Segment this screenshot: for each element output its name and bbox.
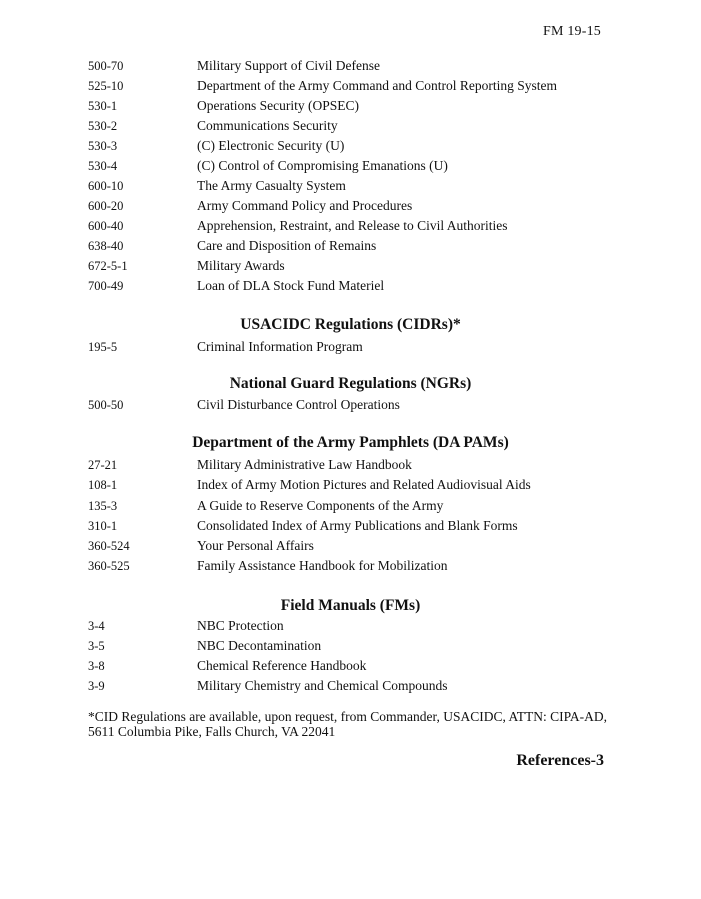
list-item — [88, 57, 628, 75]
list-item — [88, 137, 628, 155]
item-title: A Guide to Reserve Components of the Army — [197, 498, 444, 513]
list-item — [88, 277, 628, 295]
item-title: The Army Casualty System — [197, 178, 346, 193]
item-title: Family Assistance Handbook for Mobilization — [197, 558, 448, 573]
item-number: 700-49 — [88, 279, 124, 293]
item-number: 3-9 — [88, 679, 105, 693]
item-title: Military Awards — [197, 258, 285, 273]
item-title: Care and Disposition of Remains — [197, 238, 377, 253]
list-item — [88, 257, 628, 275]
item-number: 27-21 — [88, 458, 118, 472]
item-number: 108-1 — [88, 478, 118, 492]
list-item — [88, 396, 628, 414]
item-title: (C) Electronic Security (U) — [197, 138, 345, 153]
list-item — [88, 497, 628, 515]
item-number: 600-10 — [88, 179, 124, 193]
list-item — [88, 117, 628, 135]
item-number: 530-1 — [88, 99, 118, 113]
item-title: NBC Protection — [197, 618, 284, 633]
list-item — [88, 517, 628, 535]
list-item — [88, 237, 628, 255]
list-item — [88, 456, 628, 474]
section-heading-ngr: National Guard Regulations (NGRs) — [229, 375, 472, 392]
list-item — [88, 197, 628, 215]
footnote-line: *CID Regulations are available, upon request, from Commander, USACIDC, ATTN: CIPA-AD, — [88, 709, 608, 724]
item-title: Loan of DLA Stock Fund Materiel — [197, 278, 385, 293]
list-item — [88, 476, 628, 494]
list-item — [88, 97, 628, 115]
page-number-label: References-3 — [516, 752, 604, 769]
item-title: Communications Security — [197, 118, 338, 133]
list-item — [88, 157, 628, 175]
section-heading-dapam: Department of the Army Pamphlets (DA PAMs) — [192, 434, 509, 451]
list-item — [88, 177, 628, 195]
footnote-line: 5611 Columbia Pike, Falls Church, VA 22041 — [88, 724, 336, 739]
item-title: NBC Decontamination — [197, 638, 322, 653]
item-title: Chemical Reference Handbook — [197, 658, 367, 673]
item-title: (C) Control of Compromising Emanations (U) — [197, 158, 448, 173]
item-number: 600-40 — [88, 219, 124, 233]
header-code: FM 19-15 — [543, 24, 601, 39]
item-number: 135-3 — [88, 499, 118, 513]
item-number: 3-4 — [88, 619, 105, 633]
item-title: Army Command Policy and Procedures — [197, 198, 413, 213]
list-item — [88, 617, 628, 635]
item-number: 500-70 — [88, 59, 124, 73]
item-title: Index of Army Motion Pictures and Related Audiovisual Aids — [197, 477, 531, 492]
item-number: 530-2 — [88, 119, 118, 133]
item-title: Criminal Information Program — [197, 339, 363, 354]
item-number: 530-4 — [88, 159, 118, 173]
list-item — [88, 537, 628, 555]
item-title: Operations Security (OPSEC) — [197, 98, 359, 113]
list-item — [88, 657, 628, 675]
item-number: 360-525 — [88, 559, 130, 573]
item-number: 638-40 — [88, 239, 124, 253]
item-title: Military Administrative Law Handbook — [197, 457, 412, 472]
item-number: 3-8 — [88, 659, 105, 673]
section-heading-cidr: USACIDC Regulations (CIDRs)* — [240, 316, 461, 333]
item-title: Military Support of Civil Defense — [197, 58, 380, 73]
item-number: 525-10 — [88, 79, 124, 93]
item-number: 3-5 — [88, 639, 105, 653]
item-number: 672-5-1 — [88, 259, 128, 273]
item-title: Department of the Army Command and Control Reporting System — [197, 78, 557, 93]
item-number: 500-50 — [88, 398, 124, 412]
item-title: Civil Disturbance Control Operations — [197, 397, 400, 412]
item-title: Military Chemistry and Chemical Compounds — [197, 678, 448, 693]
list-item — [88, 557, 628, 575]
item-number: 360-524 — [88, 539, 130, 553]
item-title: Apprehension, Restraint, and Release to Civil Authorities — [197, 218, 508, 233]
item-number: 195-5 — [88, 340, 118, 354]
list-item — [88, 677, 628, 695]
section-heading-fm: Field Manuals (FMs) — [280, 597, 421, 614]
item-number: 310-1 — [88, 519, 118, 533]
item-title: Your Personal Affairs — [197, 538, 314, 553]
list-item — [88, 338, 628, 356]
footnote — [88, 709, 613, 739]
list-item — [88, 217, 628, 235]
list-item — [88, 637, 628, 655]
item-title: Consolidated Index of Army Publications and Blank Forms — [197, 518, 518, 533]
list-item — [88, 77, 628, 95]
item-number: 600-20 — [88, 199, 124, 213]
item-number: 530-3 — [88, 139, 118, 153]
